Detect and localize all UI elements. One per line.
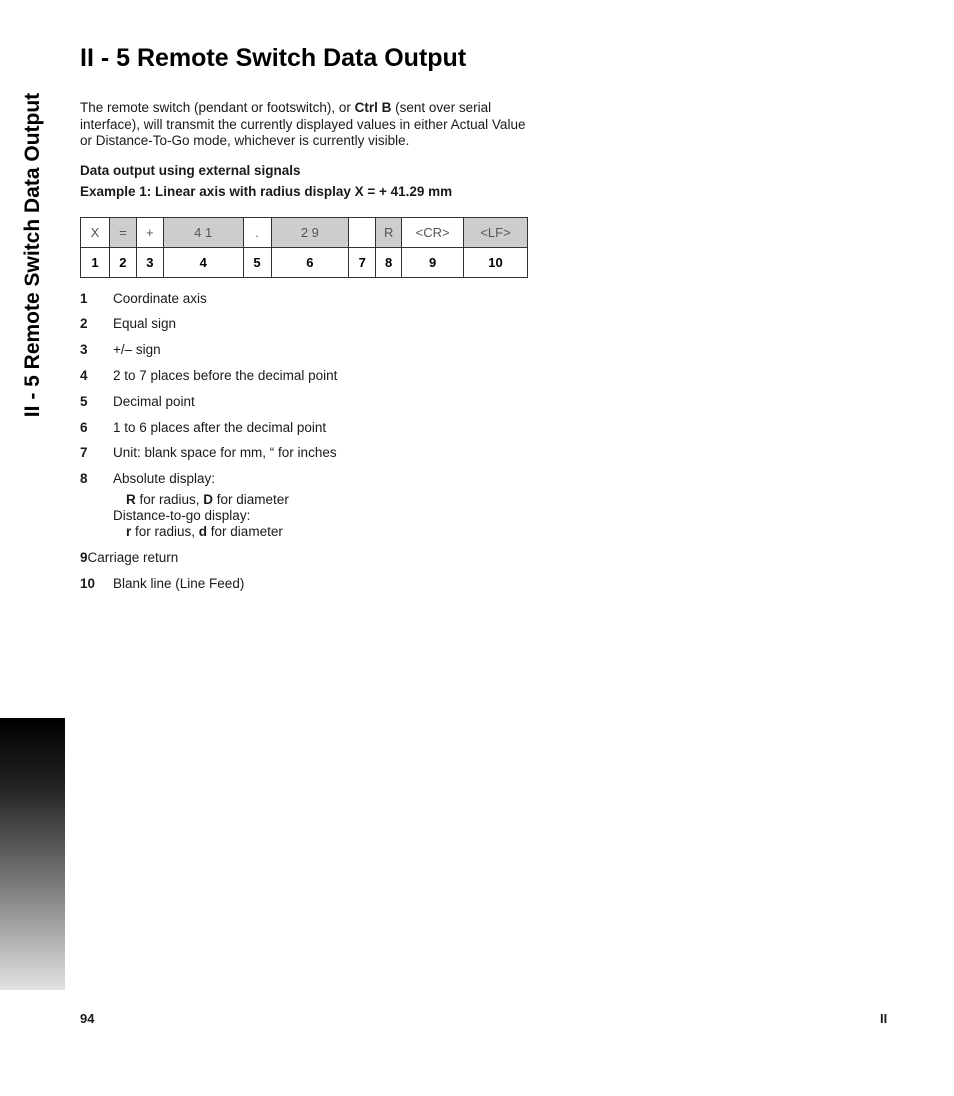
format-cell: <LF> bbox=[464, 218, 528, 248]
legend-number: 2 bbox=[80, 316, 88, 331]
diameter-text: for diameter bbox=[213, 492, 289, 507]
format-cell: 2 9 bbox=[271, 218, 349, 248]
format-number-cell: 4 bbox=[163, 248, 243, 278]
intro-ctrl-b: Ctrl B bbox=[354, 100, 392, 115]
intro-paragraph bbox=[80, 100, 530, 150]
format-values-row bbox=[81, 218, 528, 248]
format-number-cell: 3 bbox=[136, 248, 163, 278]
legend-8-dtg-line bbox=[126, 524, 283, 540]
legend-number: 4 bbox=[80, 368, 88, 383]
legend-text: Decimal point bbox=[113, 394, 195, 409]
legend-text: +/– sign bbox=[113, 342, 161, 357]
legend-number: 9 bbox=[80, 550, 88, 565]
legend-text: Absolute display: bbox=[113, 471, 216, 486]
output-format-table bbox=[80, 217, 528, 278]
format-number-cell: 8 bbox=[376, 248, 402, 278]
legend-number: 1 bbox=[80, 291, 88, 306]
diameter-letter-lower: d bbox=[198, 524, 208, 539]
intro-text-1: The remote switch (pendant or footswitch), or bbox=[80, 100, 355, 115]
section-heading: Data output using external signals bbox=[80, 163, 301, 178]
format-number-cell: 10 bbox=[464, 248, 528, 278]
footer-chapter: II bbox=[880, 1011, 888, 1026]
format-number-cell: 5 bbox=[243, 248, 271, 278]
intro-text-2: (sent over serial interface), will transmit the currently displayed values in either Actual Value or Distance-To-Go mode, whichever is currently visible. bbox=[80, 100, 526, 148]
radius-text: for radius, bbox=[135, 492, 204, 507]
legend-text: 1 to 6 places after the decimal point bbox=[113, 420, 327, 435]
format-cell: X bbox=[81, 218, 110, 248]
legend-8-dtg-label: Distance-to-go display: bbox=[113, 508, 251, 523]
legend-text: Carriage return bbox=[87, 550, 179, 565]
legend-number: 5 bbox=[80, 394, 88, 409]
legend-text: Blank line (Line Feed) bbox=[113, 576, 245, 591]
format-number-cell: 6 bbox=[271, 248, 349, 278]
legend-number: 10 bbox=[80, 576, 96, 591]
legend-text: 2 to 7 places before the decimal point bbox=[113, 368, 338, 383]
radius-letter-lower: r bbox=[126, 524, 132, 539]
format-cell: 4 1 bbox=[163, 218, 243, 248]
example-heading: Example 1: Linear axis with radius display X = + 41.29 mm bbox=[80, 184, 453, 199]
format-number-cell: 1 bbox=[81, 248, 110, 278]
format-number-cell: 7 bbox=[349, 248, 376, 278]
radius-text-lower: for radius, bbox=[131, 524, 199, 539]
radius-letter: R bbox=[126, 492, 136, 507]
format-cell: + bbox=[136, 218, 163, 248]
format-cell bbox=[349, 218, 376, 248]
legend-number: 8 bbox=[80, 471, 88, 486]
format-cell: = bbox=[109, 218, 136, 248]
chapter-tab-gradient bbox=[0, 718, 65, 990]
legend-8-absolute-line bbox=[126, 492, 289, 508]
page-title: II - 5 Remote Switch Data Output bbox=[80, 44, 467, 72]
diameter-letter: D bbox=[203, 492, 214, 507]
format-cell: R bbox=[376, 218, 402, 248]
legend-number: 3 bbox=[80, 342, 88, 357]
legend-item bbox=[80, 550, 178, 565]
format-numbers-row bbox=[81, 248, 528, 278]
page-number: 94 bbox=[80, 1011, 95, 1026]
legend-text: Coordinate axis bbox=[113, 291, 207, 306]
side-chapter-title-text: II - 5 Remote Switch Data Output bbox=[21, 92, 44, 418]
format-number-cell: 2 bbox=[109, 248, 136, 278]
format-number-cell: 9 bbox=[402, 248, 464, 278]
diameter-text-lower: for diameter bbox=[207, 524, 283, 539]
legend-text: Unit: blank space for mm, “ for inches bbox=[113, 445, 337, 460]
legend-number: 6 bbox=[80, 420, 88, 435]
legend-text: Equal sign bbox=[113, 316, 177, 331]
side-chapter-title bbox=[8, 50, 58, 460]
format-cell: <CR> bbox=[402, 218, 464, 248]
format-cell: . bbox=[243, 218, 271, 248]
legend-number: 7 bbox=[80, 445, 88, 460]
